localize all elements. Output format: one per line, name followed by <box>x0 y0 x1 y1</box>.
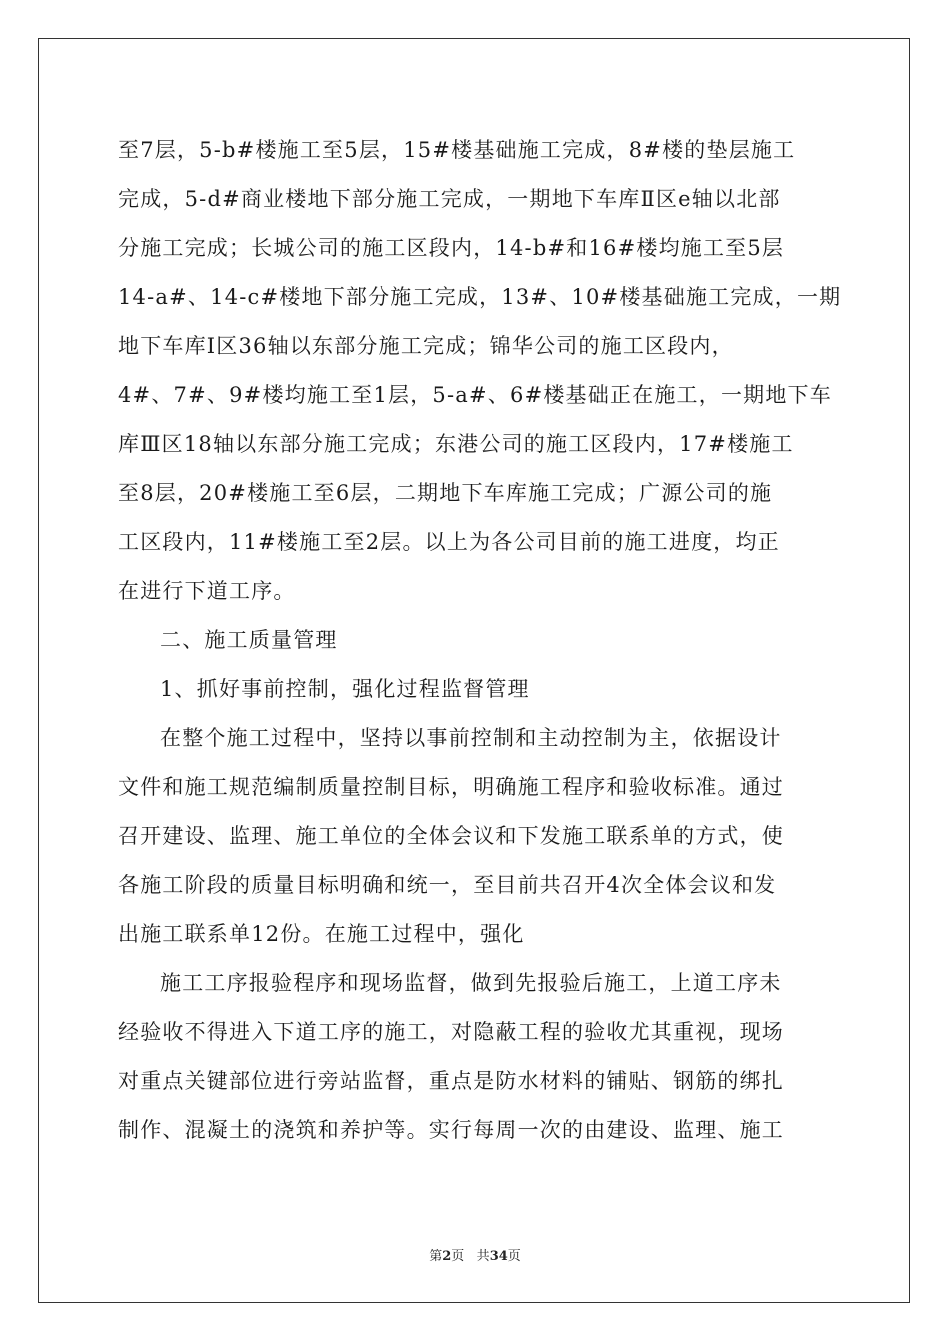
text-line: 经验收不得进入下道工序的施工，对隐蔽工程的验收尤其重视，现场 <box>118 1020 784 1044</box>
text-line: 14-a#、14-c#楼地下部分施工完成，13#、10#楼基础施工完成，一期 <box>118 285 842 309</box>
text-line: 召开建设、监理、施工单位的全体会议和下发施工联系单的方式，使 <box>118 824 784 848</box>
footer-prefix: 第 <box>429 1249 443 1264</box>
text-line: 各施工阶段的质量目标明确和统一，至目前共召开4次全体会议和发 <box>118 873 777 897</box>
text-line: 地下车库Ⅰ区36轴以东部分施工完成；锦华公司的施工区段内， <box>118 334 734 358</box>
text-line: 出施工联系单12份。在施工过程中，强化 <box>118 922 525 946</box>
footer-total-unit: 页 <box>507 1249 521 1264</box>
text-line: 完成，5-d#商业楼地下部分施工完成，一期地下车库Ⅱ区e轴以北部 <box>118 187 781 211</box>
text-line: 对重点关键部位进行旁站监督，重点是防水材料的铺贴、钢筋的绑扎 <box>118 1069 784 1093</box>
subsection-heading: 1、抓好事前控制，强化过程监督管理 <box>160 677 530 701</box>
page-footer <box>0 1245 950 1264</box>
text-line: 制作、混凝土的浇筑和养护等。实行每周一次的由建设、监理、施工 <box>118 1118 784 1142</box>
section-heading: 二、施工质量管理 <box>160 628 338 652</box>
footer-page-number: 2 <box>442 1249 452 1264</box>
text-line: 至7层，5-b#楼施工至5层，15#楼基础施工完成，8#楼的垫层施工 <box>118 138 796 162</box>
text-line: 库Ⅲ区18轴以东部分施工完成；东港公司的施工区段内，17#楼施工 <box>118 432 794 456</box>
text-line: 工区段内，11#楼施工至2层。以上为各公司目前的施工进度，均正 <box>118 530 780 554</box>
text-line: 至8层，20#楼施工至6层，二期地下车库施工完成；广源公司的施 <box>118 481 773 505</box>
document-body <box>118 126 842 1155</box>
footer-total-prefix: 共 <box>476 1249 490 1264</box>
text-line: 施工工序报验程序和现场监督，做到先报验后施工，上道工序未 <box>160 971 782 995</box>
footer-total-pages: 34 <box>489 1249 508 1264</box>
footer-page-unit: 页 <box>451 1249 465 1264</box>
text-line: 分施工完成；长城公司的施工区段内，14-b#和16#楼均施工至5层 <box>118 236 785 260</box>
text-line: 在整个施工过程中，坚持以事前控制和主动控制为主，依据设计 <box>160 726 782 750</box>
text-line: 文件和施工规范编制质量控制目标，明确施工程序和验收标准。通过 <box>118 775 784 799</box>
text-line: 在进行下道工序。 <box>118 579 296 603</box>
text-line: 4#、7#、9#楼均施工至1层，5-a#、6#楼基础正在施工，一期地下车 <box>118 383 832 407</box>
